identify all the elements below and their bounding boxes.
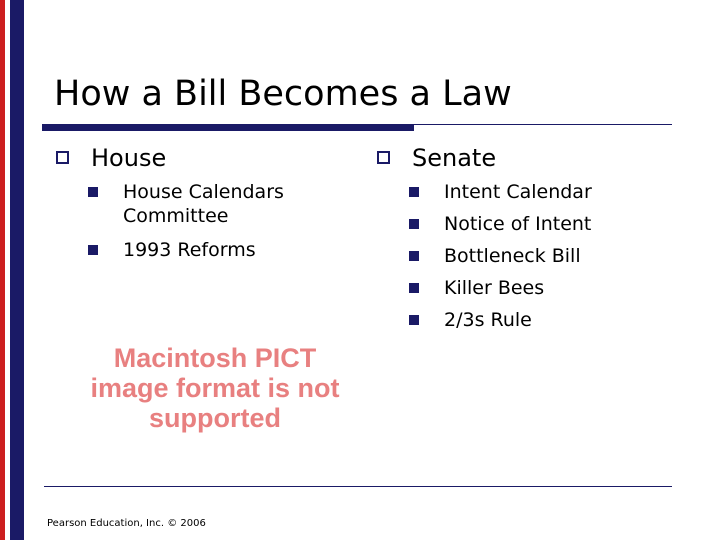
list-item-label: House Calendars Committee	[123, 181, 284, 227]
list-item-label: Killer Bees	[444, 277, 545, 299]
list-item-label: 2/3s Rule	[444, 309, 532, 331]
title-underline-thick	[42, 124, 414, 131]
list-item-label: Bottleneck Bill	[444, 245, 581, 267]
filled-square-bullet-icon	[409, 187, 419, 197]
filled-square-bullet-icon	[409, 315, 419, 325]
title-underline-thin	[414, 124, 672, 125]
navy-accent-bar	[10, 0, 24, 540]
senate-heading-label: Senate	[412, 144, 497, 172]
house-heading-label: House	[91, 144, 167, 172]
slide-title: How a Bill Becomes a Law	[54, 74, 512, 114]
copyright-footer: Pearson Education, Inc. © 2006	[47, 518, 206, 529]
unsupported-image-placeholder: Macintosh PICT image format is not supported	[90, 343, 340, 433]
hollow-square-bullet-icon	[377, 151, 390, 164]
filled-square-bullet-icon	[409, 219, 419, 229]
list-item-label: Notice of Intent	[444, 213, 592, 235]
filled-square-bullet-icon	[88, 245, 98, 255]
list-item-label: 1993 Reforms	[123, 239, 256, 261]
filled-square-bullet-icon	[409, 251, 419, 261]
list-item-label: Intent Calendar	[444, 181, 592, 203]
filled-square-bullet-icon	[88, 187, 98, 197]
footer-rule	[44, 486, 672, 487]
filled-square-bullet-icon	[409, 283, 419, 293]
hollow-square-bullet-icon	[56, 151, 69, 164]
